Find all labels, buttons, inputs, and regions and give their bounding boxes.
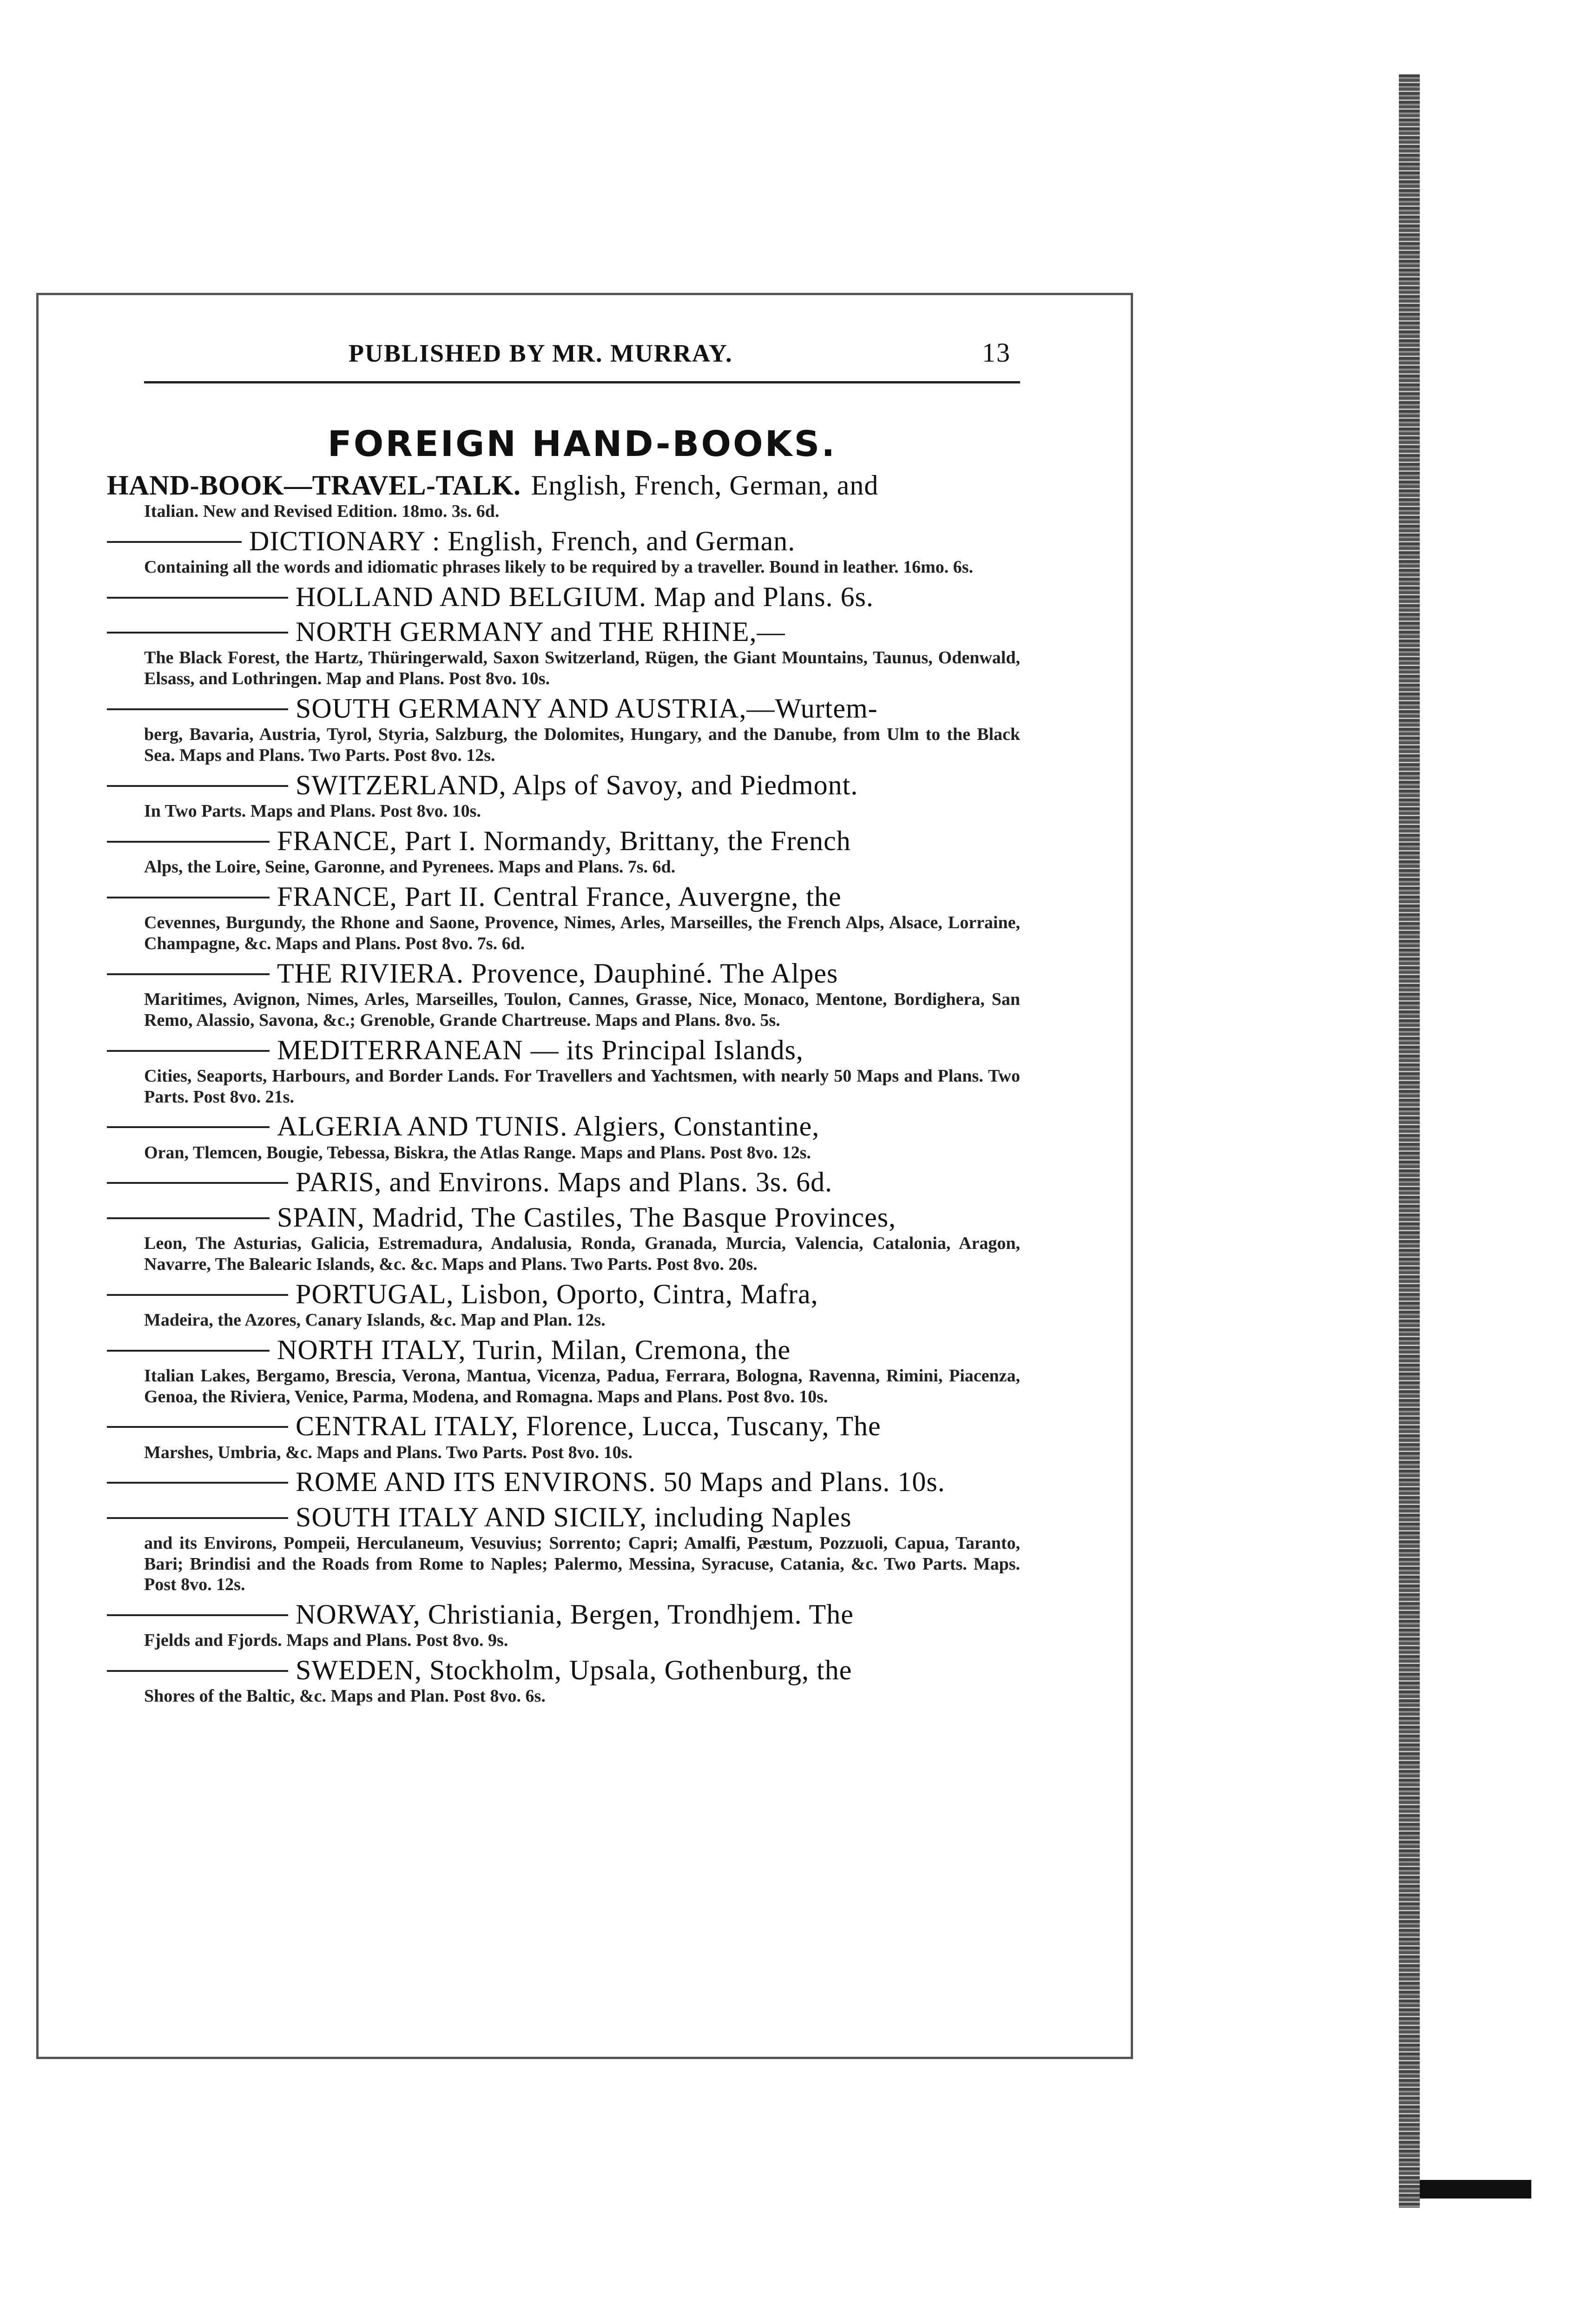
entry-description: Cities, Seaports, Harbours, and Border Lands. For Travellers and Yachtsmen, with nearly 50 Maps and Plans. Two Parts. Post 8vo. 21s.	[144, 1066, 1020, 1107]
entry-description: Marshes, Umbria, &c. Maps and Plans. Two Parts. Post 8vo. 10s.	[144, 1442, 633, 1462]
entry	[107, 1655, 1020, 1707]
entry-heading	[107, 770, 1020, 801]
entry	[107, 1111, 1020, 1163]
entry	[107, 1334, 1020, 1407]
scanned-gutter-strip	[1399, 74, 1420, 2208]
entry	[107, 770, 1020, 822]
entry-title: FRANCE, Part II. Central France, Auvergne, the	[277, 881, 842, 912]
ditto-rule	[107, 897, 270, 898]
entry-title: NORTH ITALY, Turin, Milan, Cremona, the	[277, 1334, 791, 1365]
section-title: FOREIGN HAND-BOOKS.	[327, 423, 837, 464]
entry-title: NORTH GERMANY and THE RHINE,—	[296, 616, 785, 647]
entry-title: ALGERIA AND TUNIS. Algiers, Constantine,	[277, 1111, 820, 1142]
entry-title: HOLLAND AND BELGIUM. Map and Plans. 6s.	[296, 581, 874, 613]
entry	[107, 825, 1020, 878]
ditto-rule	[107, 632, 288, 634]
entry-heading	[107, 881, 1020, 912]
running-head-text: PUBLISHED BY MR. MURRAY.	[349, 339, 733, 367]
entry	[107, 1279, 1020, 1331]
ditto-rule	[107, 973, 270, 975]
page-number: 13	[982, 337, 1011, 368]
entry-description: Italian. New and Revised Edition. 18mo. 3s. 6d.	[144, 502, 500, 522]
ditto-rule	[107, 1182, 288, 1184]
ditto-rule	[107, 597, 288, 599]
entry-description: Shores of the Baltic, &c. Maps and Plan. Post 8vo. 6s.	[144, 1686, 546, 1706]
entry-description: Fjelds and Fjords. Maps and Plans. Post 8vo. 9s.	[144, 1631, 508, 1651]
entry-title: MEDITERRANEAN — its Principal Islands,	[277, 1034, 804, 1065]
entry-description: Maritimes, Avignon, Nimes, Arles, Marseilles, Toulon, Cannes, Grasse, Nice, Monaco, Mentone, Bordighera, San Remo, Alassio, Savona, &c.; Grenoble, Grande Chartreuse. Maps and Plans. 8vo. 5s.	[144, 989, 1020, 1030]
entry-description: Madeira, the Azores, Canary Islands, &c. Map and Plan. 12s.	[144, 1310, 606, 1330]
entry	[107, 581, 1020, 613]
entry-description: and its Environs, Pompeii, Herculaneum, Vesuvius; Sorrento; Capri; Amalfi, Pæstum, Pozzuoli, Capua, Taranto, Bari; Brindisi and the Roads from Rome to Naples; Palermo, Messina, Syracuse, Catania, &c. Two Parts. Maps. Post 8vo. 12s.	[144, 1533, 1020, 1595]
entry-heading	[107, 1502, 1020, 1533]
entry-description: Leon, The Asturias, Galicia, Estremadura, Andalusia, Ronda, Granada, Murcia, Valencia, Catalonia, Aragon, Navarre, The Balearic Islands, &c. &c. Maps and Plans. Two Parts. Post 8vo. 20s.	[144, 1233, 1020, 1274]
page-content	[107, 337, 1020, 1710]
entry-heading	[107, 1466, 1020, 1498]
head-rule	[144, 381, 1020, 383]
entry	[107, 526, 1020, 578]
ditto-rule	[107, 1517, 288, 1519]
entry-description: Cevennes, Burgundy, the Rhone and Saone, Provence, Nimes, Arles, Marseilles, the French Alps, Alsace, Lorraine, Champagne, &c. Maps and Plans. Post 8vo. 7s. 6d.	[144, 913, 1020, 953]
entry	[107, 616, 1020, 689]
entry-lead-title: HAND-BOOK—TRAVEL-TALK.	[107, 470, 521, 501]
entry-heading	[107, 1167, 1020, 1198]
entry-description: The Black Forest, the Hartz, Thüringerwald, Saxon Switzerland, Rügen, the Giant Mountains, Taunus, Odenwald, Elsass, and Lothringen. Map and Plans. Post 8vo. 10s.	[144, 648, 1020, 689]
entry-heading	[107, 1411, 1020, 1442]
ditto-rule	[107, 1350, 270, 1352]
entry-title: PORTUGAL, Lisbon, Oporto, Cintra, Mafra,	[296, 1278, 818, 1309]
entry-description: In Two Parts. Maps and Plans. Post 8vo. 10s.	[144, 801, 481, 821]
ditto-rule	[107, 841, 270, 843]
ditto-rule	[107, 1614, 288, 1616]
entry	[107, 1502, 1020, 1596]
entry-heading	[107, 958, 1020, 989]
entry-heading	[107, 1035, 1020, 1066]
entry-description: Oran, Tlemcen, Bougie, Tebessa, Biskra, the Atlas Range. Maps and Plans. Post 8vo. 12s.	[144, 1142, 811, 1162]
entry-heading	[107, 825, 1020, 857]
entry-title: DICTIONARY : English, French, and German.	[249, 526, 796, 557]
entry-travel-talk	[107, 470, 1020, 522]
entry-heading	[107, 693, 1020, 724]
entry-heading	[107, 1334, 1020, 1366]
entry-title: SPAIN, Madrid, The Castiles, The Basque Provinces,	[277, 1202, 896, 1233]
entry-heading	[107, 1599, 1020, 1630]
entry-heading	[107, 616, 1020, 647]
entry	[107, 1167, 1020, 1198]
entry-title: SWEDEN, Stockholm, Upsala, Gothenburg, the	[296, 1655, 852, 1686]
entry-title: FRANCE, Part I. Normandy, Brittany, the French	[277, 825, 851, 856]
ditto-rule	[107, 1050, 270, 1052]
entry	[107, 1466, 1020, 1498]
entry-description: berg, Bavaria, Austria, Tyrol, Styria, Salzburg, the Dolomites, Hungary, and the Danube, from Ulm to the Black Sea. Maps and Plans. Two Parts. Post 8vo. 12s.	[144, 725, 1020, 766]
entry-description: Italian Lakes, Bergamo, Brescia, Verona, Mantua, Vicenza, Padua, Ferrara, Bologna, Ravenna, Rimini, Piacenza, Genoa, the Riviera, Venice, Parma, Modena, and Romagna. Maps and Plans. Post 8vo. 10s.	[144, 1366, 1020, 1406]
entry-title: THE RIVIERA. Provence, Dauphiné. The Alpes	[277, 957, 838, 989]
ditto-rule	[107, 541, 242, 543]
entry-heading	[107, 1202, 1020, 1233]
entry	[107, 1411, 1020, 1463]
entry-title: PARIS, and Environs. Maps and Plans. 3s. 6d.	[296, 1167, 833, 1198]
entry-title: NORWAY, Christiania, Bergen, Trondhjem. The	[296, 1599, 854, 1630]
ditto-rule	[107, 785, 288, 787]
entry-description: Containing all the words and idiomatic phrases likely to be required by a traveller. Bound in leather. 16mo. 6s.	[144, 557, 974, 577]
entry	[107, 1599, 1020, 1651]
ditto-rule	[107, 708, 288, 710]
entry-heading	[107, 1655, 1020, 1686]
entry-heading	[107, 581, 1020, 613]
entry	[107, 958, 1020, 1031]
entry-heading	[107, 526, 1020, 557]
entry	[107, 1035, 1020, 1108]
ditto-rule	[107, 1126, 270, 1128]
ditto-rule	[107, 1482, 288, 1484]
entry	[107, 693, 1020, 766]
entry-description: Alps, the Loire, Seine, Garonne, and Pyrenees. Maps and Plans. 7s. 6d.	[144, 857, 676, 877]
entry-heading	[107, 1111, 1020, 1142]
entry-container	[107, 526, 1020, 1707]
entry-title: ROME AND ITS ENVIRONS. 50 Maps and Plans. 10s.	[296, 1466, 945, 1498]
running-head	[144, 337, 1020, 368]
scanned-gutter-base	[1420, 2180, 1531, 2199]
entry-title: English, French, German, and	[531, 470, 879, 501]
entry-title: SOUTH GERMANY AND AUSTRIA,—Wurtem-	[296, 693, 878, 724]
entry-title: CENTRAL ITALY, Florence, Lucca, Tuscany, The	[296, 1411, 881, 1442]
entry-list	[107, 470, 1020, 1707]
ditto-rule	[107, 1426, 288, 1428]
ditto-rule	[107, 1217, 270, 1219]
entry-title: SOUTH ITALY AND SICILY, including Naples	[296, 1501, 852, 1532]
entry-heading	[107, 1279, 1020, 1310]
entry	[107, 1202, 1020, 1275]
ditto-rule	[107, 1670, 288, 1672]
entry	[107, 881, 1020, 954]
entry-title: SWITZERLAND, Alps of Savoy, and Piedmont.	[296, 769, 858, 800]
ditto-rule	[107, 1294, 288, 1296]
entry-heading	[107, 470, 1020, 501]
